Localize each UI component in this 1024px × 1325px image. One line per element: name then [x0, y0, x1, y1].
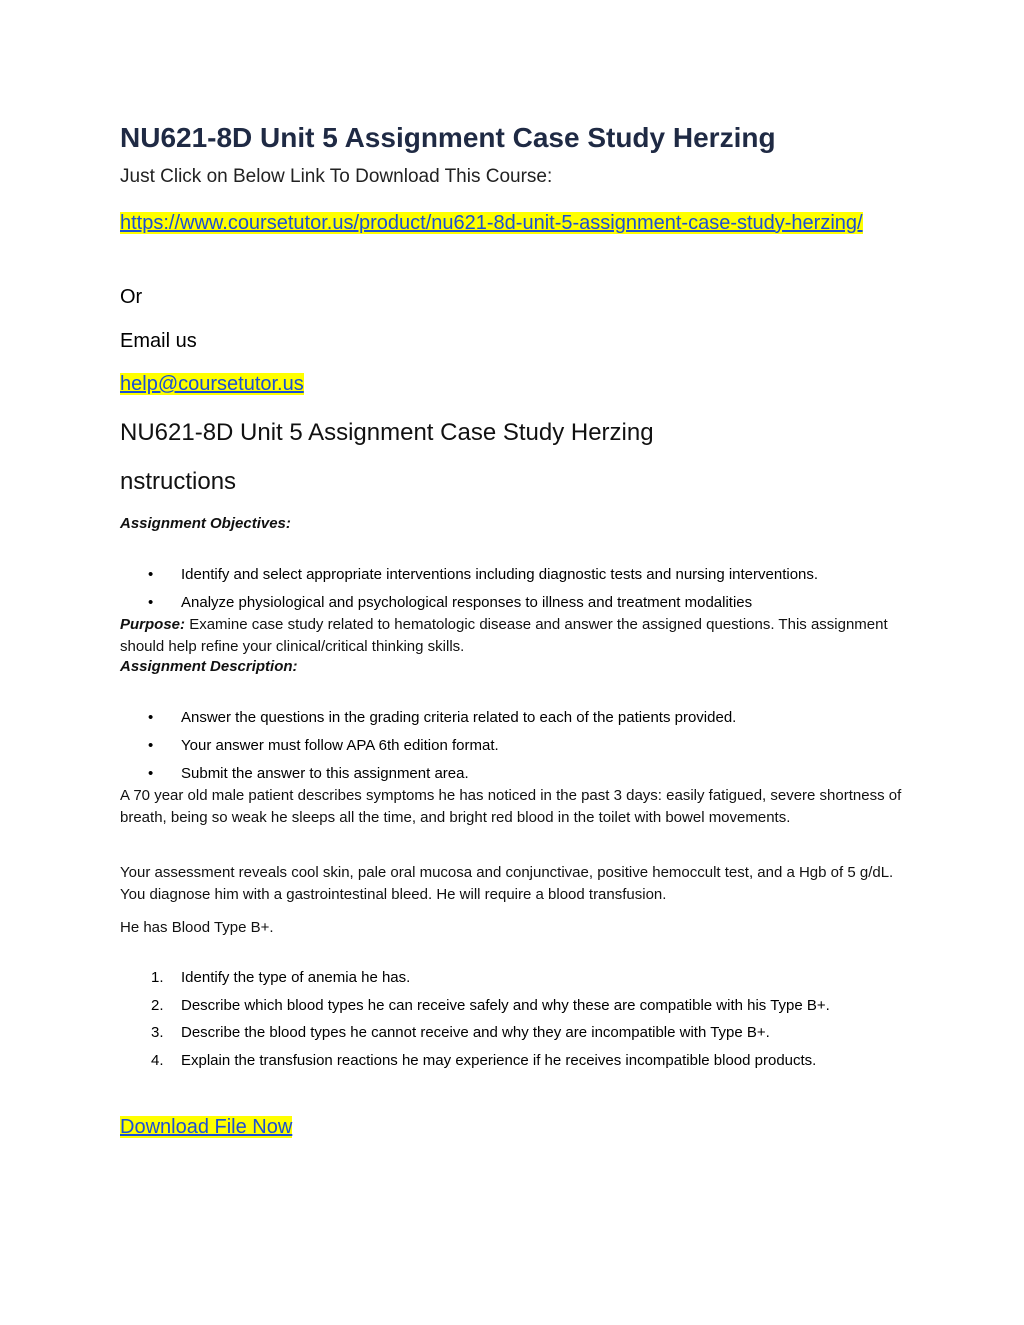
description-text: Submit the answer to this assignment area.: [181, 765, 469, 782]
section-heading: NU621-8D Unit 5 Assignment Case Study Herzing: [120, 419, 654, 446]
objectives-label: Assignment Objectives:: [120, 515, 291, 532]
page-title: NU621-8D Unit 5 Assignment Case Study Herzing: [120, 122, 776, 153]
bullet-icon: •: [148, 765, 154, 782]
bullet-icon: •: [148, 594, 154, 611]
bullet-icon: •: [148, 737, 154, 754]
question-text: Describe which blood types he can receive safely and why these are compatible with his Type B+.: [181, 997, 830, 1014]
objective-text: Identify and select appropriate interventions including diagnostic tests and nursing interventions.: [181, 566, 819, 583]
download-link[interactable]: [120, 1116, 292, 1139]
case-paragraph-3: He has Blood Type B+.: [120, 919, 274, 936]
purpose-text: Examine case study related to hematologic disease and answer the assigned questions. This assignment should help refine your clinical/critical thinking skills.: [120, 616, 888, 655]
email-link[interactable]: [120, 373, 304, 396]
purpose-paragraph: [120, 614, 910, 657]
description-label: Assignment Description:: [120, 658, 298, 675]
purpose-label: Purpose:: [120, 616, 186, 633]
question-text: Identify the type of anemia he has.: [181, 969, 411, 986]
description-text: Your answer must follow APA 6th edition format.: [181, 737, 499, 754]
description-text: Answer the questions in the grading criteria related to each of the patients provided.: [181, 709, 737, 726]
download-link-anchor[interactable]: Download File Now: [120, 1116, 293, 1138]
question-number: 1.: [151, 969, 164, 986]
case-paragraph-2: Your assessment reveals cool skin, pale oral mucosa and conjunctivae, positive hemoccult test, and a Hgb of 5 g/dL. You diagnose him with a gastrointestinal bleed. He will require a blood transfusion.: [120, 864, 894, 903]
question-number: 2.: [151, 997, 164, 1014]
course-link[interactable]: [120, 208, 890, 238]
course-link-anchor[interactable]: https://www.coursetutor.us/product/nu621-8d-unit-5-assignment-case-study-herzing/: [120, 212, 863, 234]
case-paragraph-1: A 70 year old male patient describes symptoms he has noticed in the past 3 days: easily fatigued, severe shortness of breath, being so weak he sleeps all the time, and bright red blood in the toilet with bowel movements.: [120, 787, 902, 826]
question-text: Describe the blood types he cannot receive and why they are incompatible with Type B+.: [181, 1024, 770, 1041]
instructions-heading: nstructions: [120, 468, 237, 495]
question-text: Explain the transfusion reactions he may experience if he receives incompatible blood products.: [181, 1052, 817, 1069]
objective-text: Analyze physiological and psychological responses to illness and treatment modalities: [181, 594, 753, 611]
bullet-icon: •: [148, 566, 154, 583]
question-number: 3.: [151, 1024, 164, 1041]
bullet-icon: •: [148, 709, 154, 726]
question-number: 4.: [151, 1052, 164, 1069]
email-link-anchor[interactable]: help@coursetutor.us: [120, 373, 304, 395]
download-instruction: Just Click on Below Link To Download This Course:: [120, 166, 553, 187]
email-us-text: Email us: [120, 330, 197, 352]
or-text: Or: [120, 286, 143, 308]
